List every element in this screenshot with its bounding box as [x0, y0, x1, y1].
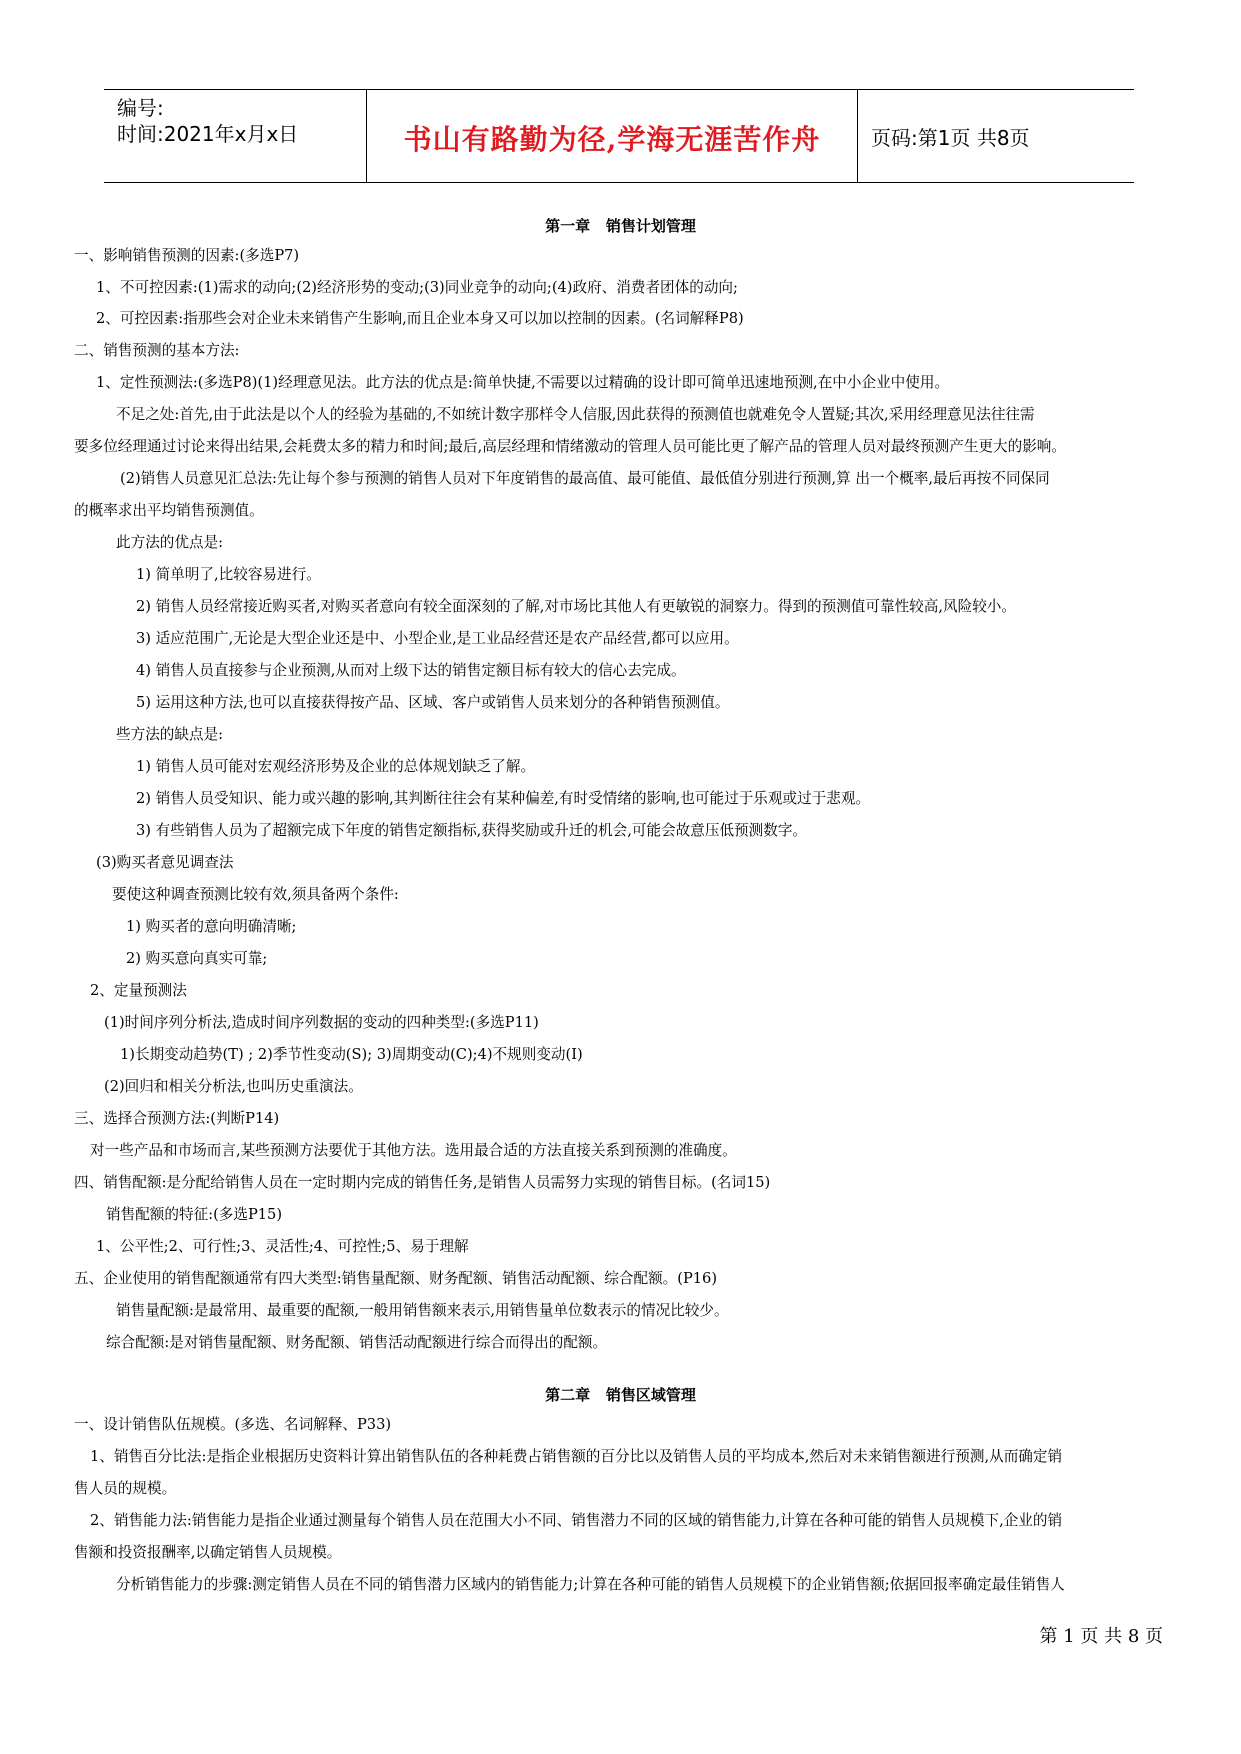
text-line: 四、销售配额:是分配给销售人员在一定时期内完成的销售任务,是销售人员需努力实现的销售目标。(名词15): [74, 1174, 771, 1191]
list-item: 2) 购买意向真实可靠;: [126, 950, 268, 967]
text-line: 此方法的优点是:: [116, 534, 224, 551]
list-item: 2) 销售人员经常接近购买者,对购买者意向有较全面深刻的了解,对市场比其他人有更敏锐的洞察力。得到的预测值可靠性较高,风险较小。: [136, 598, 1016, 615]
header-table: [104, 89, 1134, 183]
text-line: 一、设计销售队伍规模。(多选、名词解释、P33): [74, 1416, 392, 1433]
chapter-2-title: 第二章 销售区域管理: [545, 1386, 696, 1404]
text-line: (3)购买者意见调查法: [96, 854, 234, 871]
motto: 书山有路勤为径,学海无涯苦作舟: [403, 123, 821, 156]
text-line: 1、不可控因素:(1)需求的动向;(2)经济形势的变动;(3)同业竞争的动向;(4)政府、消费者团体的动向;: [96, 279, 738, 296]
list-item: 3) 有些销售人员为了超额完成下年度的销售定额指标,获得奖励或升迁的机会,可能会故意压低预测数字。: [136, 822, 808, 839]
text-line: 售人员的规模。: [74, 1480, 177, 1497]
list-item: 1) 简单明了,比较容易进行。: [136, 566, 321, 583]
text-line: 1、销售百分比法:是指企业根据历史资料计算出销售队伍的各种耗费占销售额的百分比以及销售人员的平均成本,然后对未来销售额进行预测,从而确定销: [90, 1448, 1063, 1465]
list-item: 5) 运用这种方法,也可以直接获得按产品、区域、客户或销售人员来划分的各种销售预测值。: [136, 694, 730, 711]
document-time-label: 时间:2021年x月x日: [117, 122, 299, 146]
list-item: 1) 销售人员可能对宏观经济形势及企业的总体规划缺乏了解。: [136, 758, 536, 775]
page-footer: 第 1 页 共 8 页: [1039, 1626, 1163, 1647]
chapter-1-title: 第一章 销售计划管理: [545, 217, 696, 235]
text-line: 五、企业使用的销售配额通常有四大类型:销售量配额、财务配额、销售活动配额、综合配额。(P16): [74, 1270, 718, 1287]
text-line: (2)回归和相关分析法,也叫历史重演法。: [104, 1078, 363, 1095]
text-line: 售额和投资报酬率,以确定销售人员规模。: [74, 1544, 342, 1561]
text-line: 分析销售能力的步骤:测定销售人员在不同的销售潜力区域内的销售能力;计算在各种可能的销售人员规模下的企业销售额;依据回报率确定最佳销售人: [116, 1576, 1065, 1593]
text-line: 要使这种调查预测比较有效,须具备两个条件:: [112, 886, 399, 903]
text-line: 一、影响销售预测的因素:(多选P7): [74, 247, 300, 264]
header-left-cell: [104, 90, 366, 182]
list-item: 3) 适应范围广,无论是大型企业还是中、小型企业,是工业品经营还是农产品经营,都可以应用。: [136, 630, 739, 647]
text-line: 些方法的缺点是:: [116, 726, 224, 743]
text-line: 综合配额:是对销售量配额、财务配额、销售活动配额进行综合而得出的配额。: [106, 1334, 608, 1351]
list-item: 4) 销售人员直接参与企业预测,从而对上级下达的销售定额目标有较大的信心去完成。: [136, 662, 686, 679]
text-line: 不足之处:首先,由于此法是以个人的经验为基础的,不如统计数字那样令人信服,因此获得的预测值也就难免令人置疑;其次,采用经理意见法往往需: [116, 406, 1035, 423]
text-line: 1、定性预测法:(多选P8)(1)经理意见法。此方法的优点是:简单快捷,不需要以过精确的设计即可简单迅速地预测,在中小企业中使用。: [96, 374, 950, 391]
text-line: 2、可控因素:指那些会对企业未来销售产生影响,而且企业本身又可以加以控制的因素。(名词解释P8): [96, 310, 744, 327]
text-line: 二、销售预测的基本方法:: [74, 342, 240, 359]
page-indicator: 页码:第1页 共8页: [871, 126, 1030, 150]
text-line: 销售配额的特征:(多选P15): [106, 1206, 283, 1223]
text-line: 1)长期变动趋势(T) ; 2)季节性变动(S); 3)周期变动(C);4)不规则变动(I): [120, 1046, 583, 1063]
text-line: 对一些产品和市场而言,某些预测方法要优于其他方法。选用最合适的方法直接关系到预测的准确度。: [90, 1142, 737, 1159]
text-line: 要多位经理通过讨论来得出结果,会耗费太多的精力和时间;最后,高层经理和情绪激动的管理人员可能比更了解产品的管理人员对最终预测产生更大的影响。: [74, 438, 1066, 455]
text-line: 销售量配额:是最常用、最重要的配额,一般用销售额来表示,用销售量单位数表示的情况比较少。: [116, 1302, 729, 1319]
header-right-cell: [857, 90, 1134, 182]
text-line: 1、公平性;2、可行性;3、灵活性;4、可控性;5、易于理解: [96, 1238, 469, 1255]
list-item: 2) 销售人员受知识、能力或兴趣的影响,其判断往往会有某种偏差,有时受情绪的影响,也可能过于乐观或过于悲观。: [136, 790, 871, 807]
text-line: 2、销售能力法:销售能力是指企业通过测量每个销售人员在范围大小不同、销售潜力不同的区域的销售能力,计算在各种可能的销售人员规模下,企业的销: [90, 1512, 1063, 1529]
text-line: 2、定量预测法: [90, 982, 187, 999]
header-middle-cell: [366, 90, 858, 182]
text-line: 的概率求出平均销售预测值。: [74, 502, 264, 519]
text-line: (2)销售人员意见汇总法:先让每个参与预测的销售人员对下年度销售的最高值、最可能值、最低值分别进行预测,算 出一个概率,最后再按不同保同: [120, 470, 1050, 487]
document-number-label: 编号:: [117, 96, 164, 120]
text-line: (1)时间序列分析法,造成时间序列数据的变动的四种类型:(多选P11): [104, 1014, 539, 1031]
text-line: 三、选择合预测方法:(判断P14): [74, 1110, 280, 1127]
list-item: 1) 购买者的意向明确清晰;: [126, 918, 297, 935]
